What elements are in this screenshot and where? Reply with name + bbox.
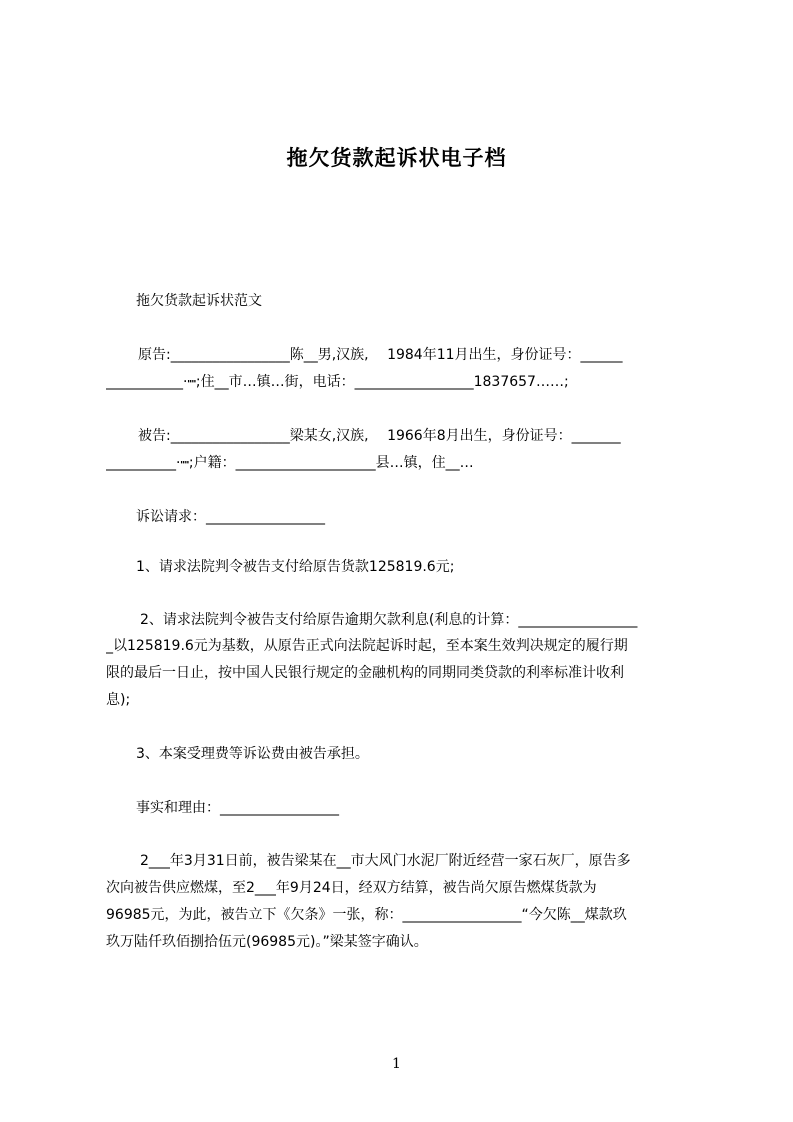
- claims-heading: 诉讼请求：_________________: [136, 509, 325, 525]
- facts-line-1: 2___年3月31日前，被告梁某在__市大风门水泥厂附近经营一家石灰厂，原告多: [140, 853, 631, 869]
- claim-1: 1、请求法院判令被告支付给原告货款125819.6元;: [136, 559, 455, 575]
- defendant-line-1: 被告:_________________梁某女,汉族, 1966年8月出生，身份证号：_______: [138, 428, 621, 444]
- claim-2-line-3: 限的最后一日止，按中国人民银行规定的金融机构的同期同类贷款的利率标准计收利: [106, 665, 624, 681]
- claim-3: 3、本案受理费等诉讼费由被告承担。: [136, 746, 369, 762]
- defendant-line-2: __________·┉;户籍：____________________县…镇，住__…: [106, 455, 474, 471]
- page-number: 1: [392, 1056, 401, 1072]
- facts-line-4: 玖万陆仟玖佰捌拾伍元(96985元)。”梁某签字确认。: [106, 934, 428, 950]
- document-title: 拖欠货款起诉状电子档: [286, 146, 507, 170]
- subtitle: 拖欠货款起诉状范文: [136, 293, 262, 309]
- facts-line-2: 次向被告供应燃煤，至2___年9月24日，经双方结算，被告尚欠原告燃煤货款为: [106, 880, 597, 896]
- claim-2-line-1: 2、请求法院判令被告支付给原告逾期欠款利息(利息的计算：_________________: [140, 612, 638, 628]
- claim-2-line-2: _以125819.6元为基数，从原告正式向法院起诉时起，至本案生效判决规定的履行期: [106, 638, 628, 654]
- plaintiff-line-1: 原告:_________________陈__男,汉族, 1984年11月出生，身份证号：______: [138, 347, 623, 363]
- facts-line-3: 96985元，为此，被告立下《欠条》一张，称：_________________“今欠陈__煤款玖: [106, 907, 627, 923]
- facts-heading: 事实和理由：_________________: [136, 800, 339, 816]
- claim-2-line-4: 息);: [106, 692, 131, 708]
- plaintiff-line-2: ___________·┉;住__市…镇…街，电话：_________________1837657……;: [106, 374, 569, 390]
